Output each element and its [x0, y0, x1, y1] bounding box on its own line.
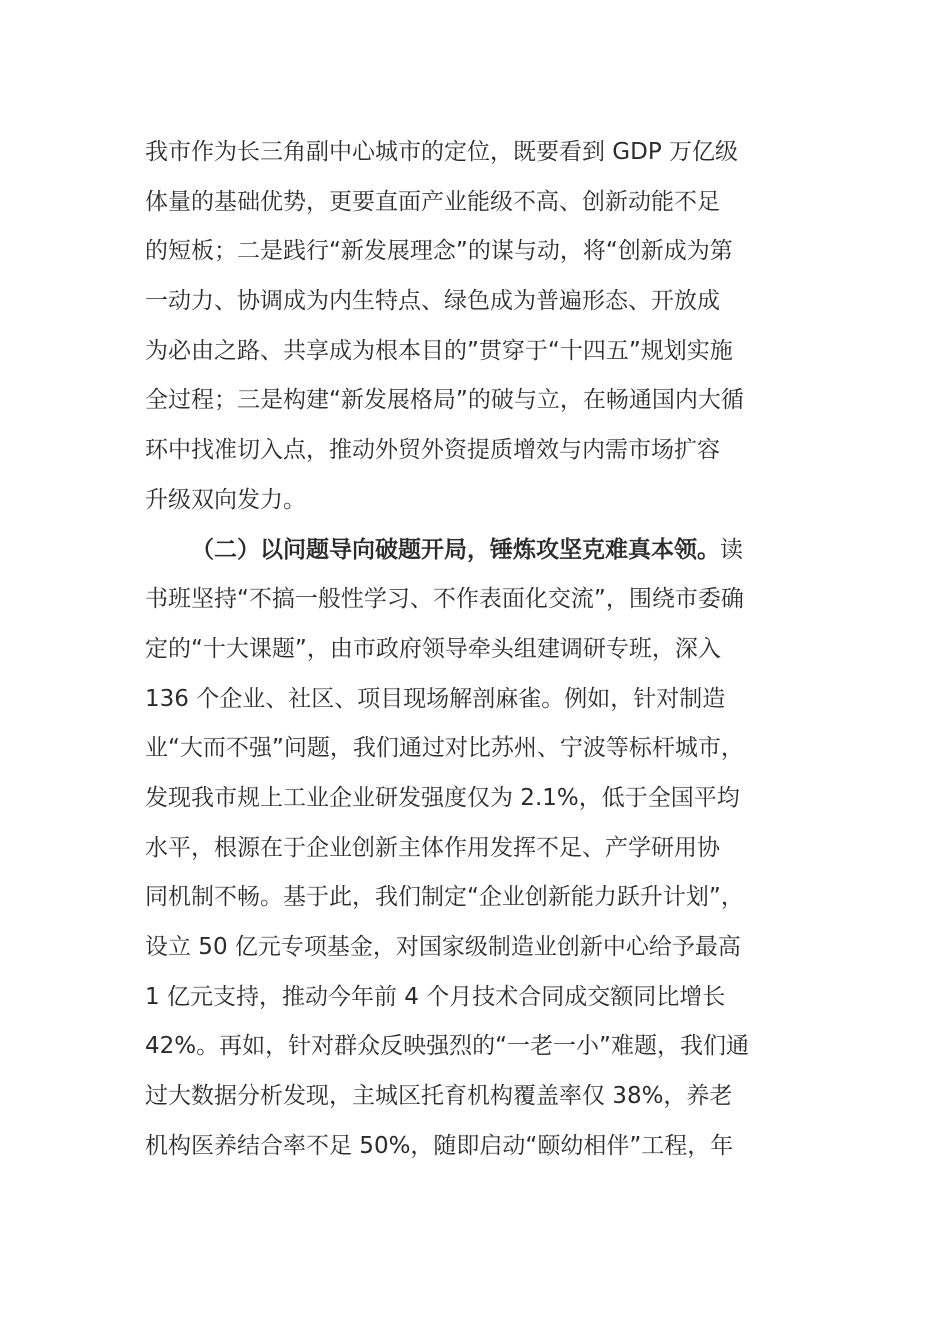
paragraph-line: 书班坚持“不搞一般性学习、不作表面化交流”，围绕市委确	[145, 586, 744, 613]
paragraph-line: 一动力、协调成为内生特点、绿色成为普遍形态、开放成	[145, 288, 720, 315]
paragraph-line: 机构医养结合率不足 50%，随即启动“颐幼相伴”工程，年	[145, 1132, 734, 1159]
paragraph-line: 体量的基础优势，更要直面产业能级不高、创新动能不足	[145, 188, 720, 215]
paragraph-line: 同机制不畅。基于此，我们制定“企业创新能力跃升计划”，	[145, 884, 744, 911]
paragraph-line: 136 个企业、社区、项目现场解剖麻雀。例如，针对制造	[145, 685, 726, 712]
paragraph-line: 的短板；二是践行“新发展理念”的谋与动，将“创新成为第	[145, 238, 733, 265]
section-heading-line	[145, 526, 810, 576]
paragraph-line: 过大数据分析发现，主城区托育机构覆盖率仅 38%，养老	[145, 1083, 733, 1110]
paragraph-line: 定的“十大课题”，由市政府领导牵头组建调研专班，深入	[145, 635, 721, 662]
paragraph-line: 1 亿元支持，推动今年前 4 个月技术合同成交额同比增长	[145, 983, 726, 1010]
paragraph-line: 水平，根源在于企业创新主体作用发挥不足、产学研用协	[145, 834, 720, 861]
paragraph-line: 环中找准切入点，推动外贸外资提质增效与内需市场扩容	[145, 437, 720, 464]
paragraph-line-tail: 读	[720, 536, 743, 563]
section-heading: （二）以问题导向破题开局，锤炼攻坚克难真本领。	[191, 536, 720, 563]
paragraph-line: 发现我市规上工业企业研发强度仅为 2.1%，低于全国平均	[145, 784, 740, 811]
body-text	[145, 128, 810, 1171]
paragraph-line: 为必由之路、共享成为根本目的”贯穿于“十四五”规划实施	[145, 337, 733, 364]
paragraph-line: 42%。再如，针对群众反映强烈的“一老一小”难题，我们通	[145, 1033, 749, 1060]
paragraph-line: 业“大而不强”问题，我们通过对比苏州、宁波等标杆城市，	[145, 735, 744, 762]
paragraph-line: 全过程；三是构建“新发展格局”的破与立，在畅通国内大循	[145, 387, 744, 414]
paragraph-line: 设立 50 亿元专项基金，对国家级制造业创新中心给予最高	[145, 934, 741, 960]
paragraph-line: 升级双向发力。	[145, 486, 306, 513]
paragraph-line: 我市作为长三角副中心城市的定位，既要看到 GDP 万亿级	[145, 139, 739, 165]
